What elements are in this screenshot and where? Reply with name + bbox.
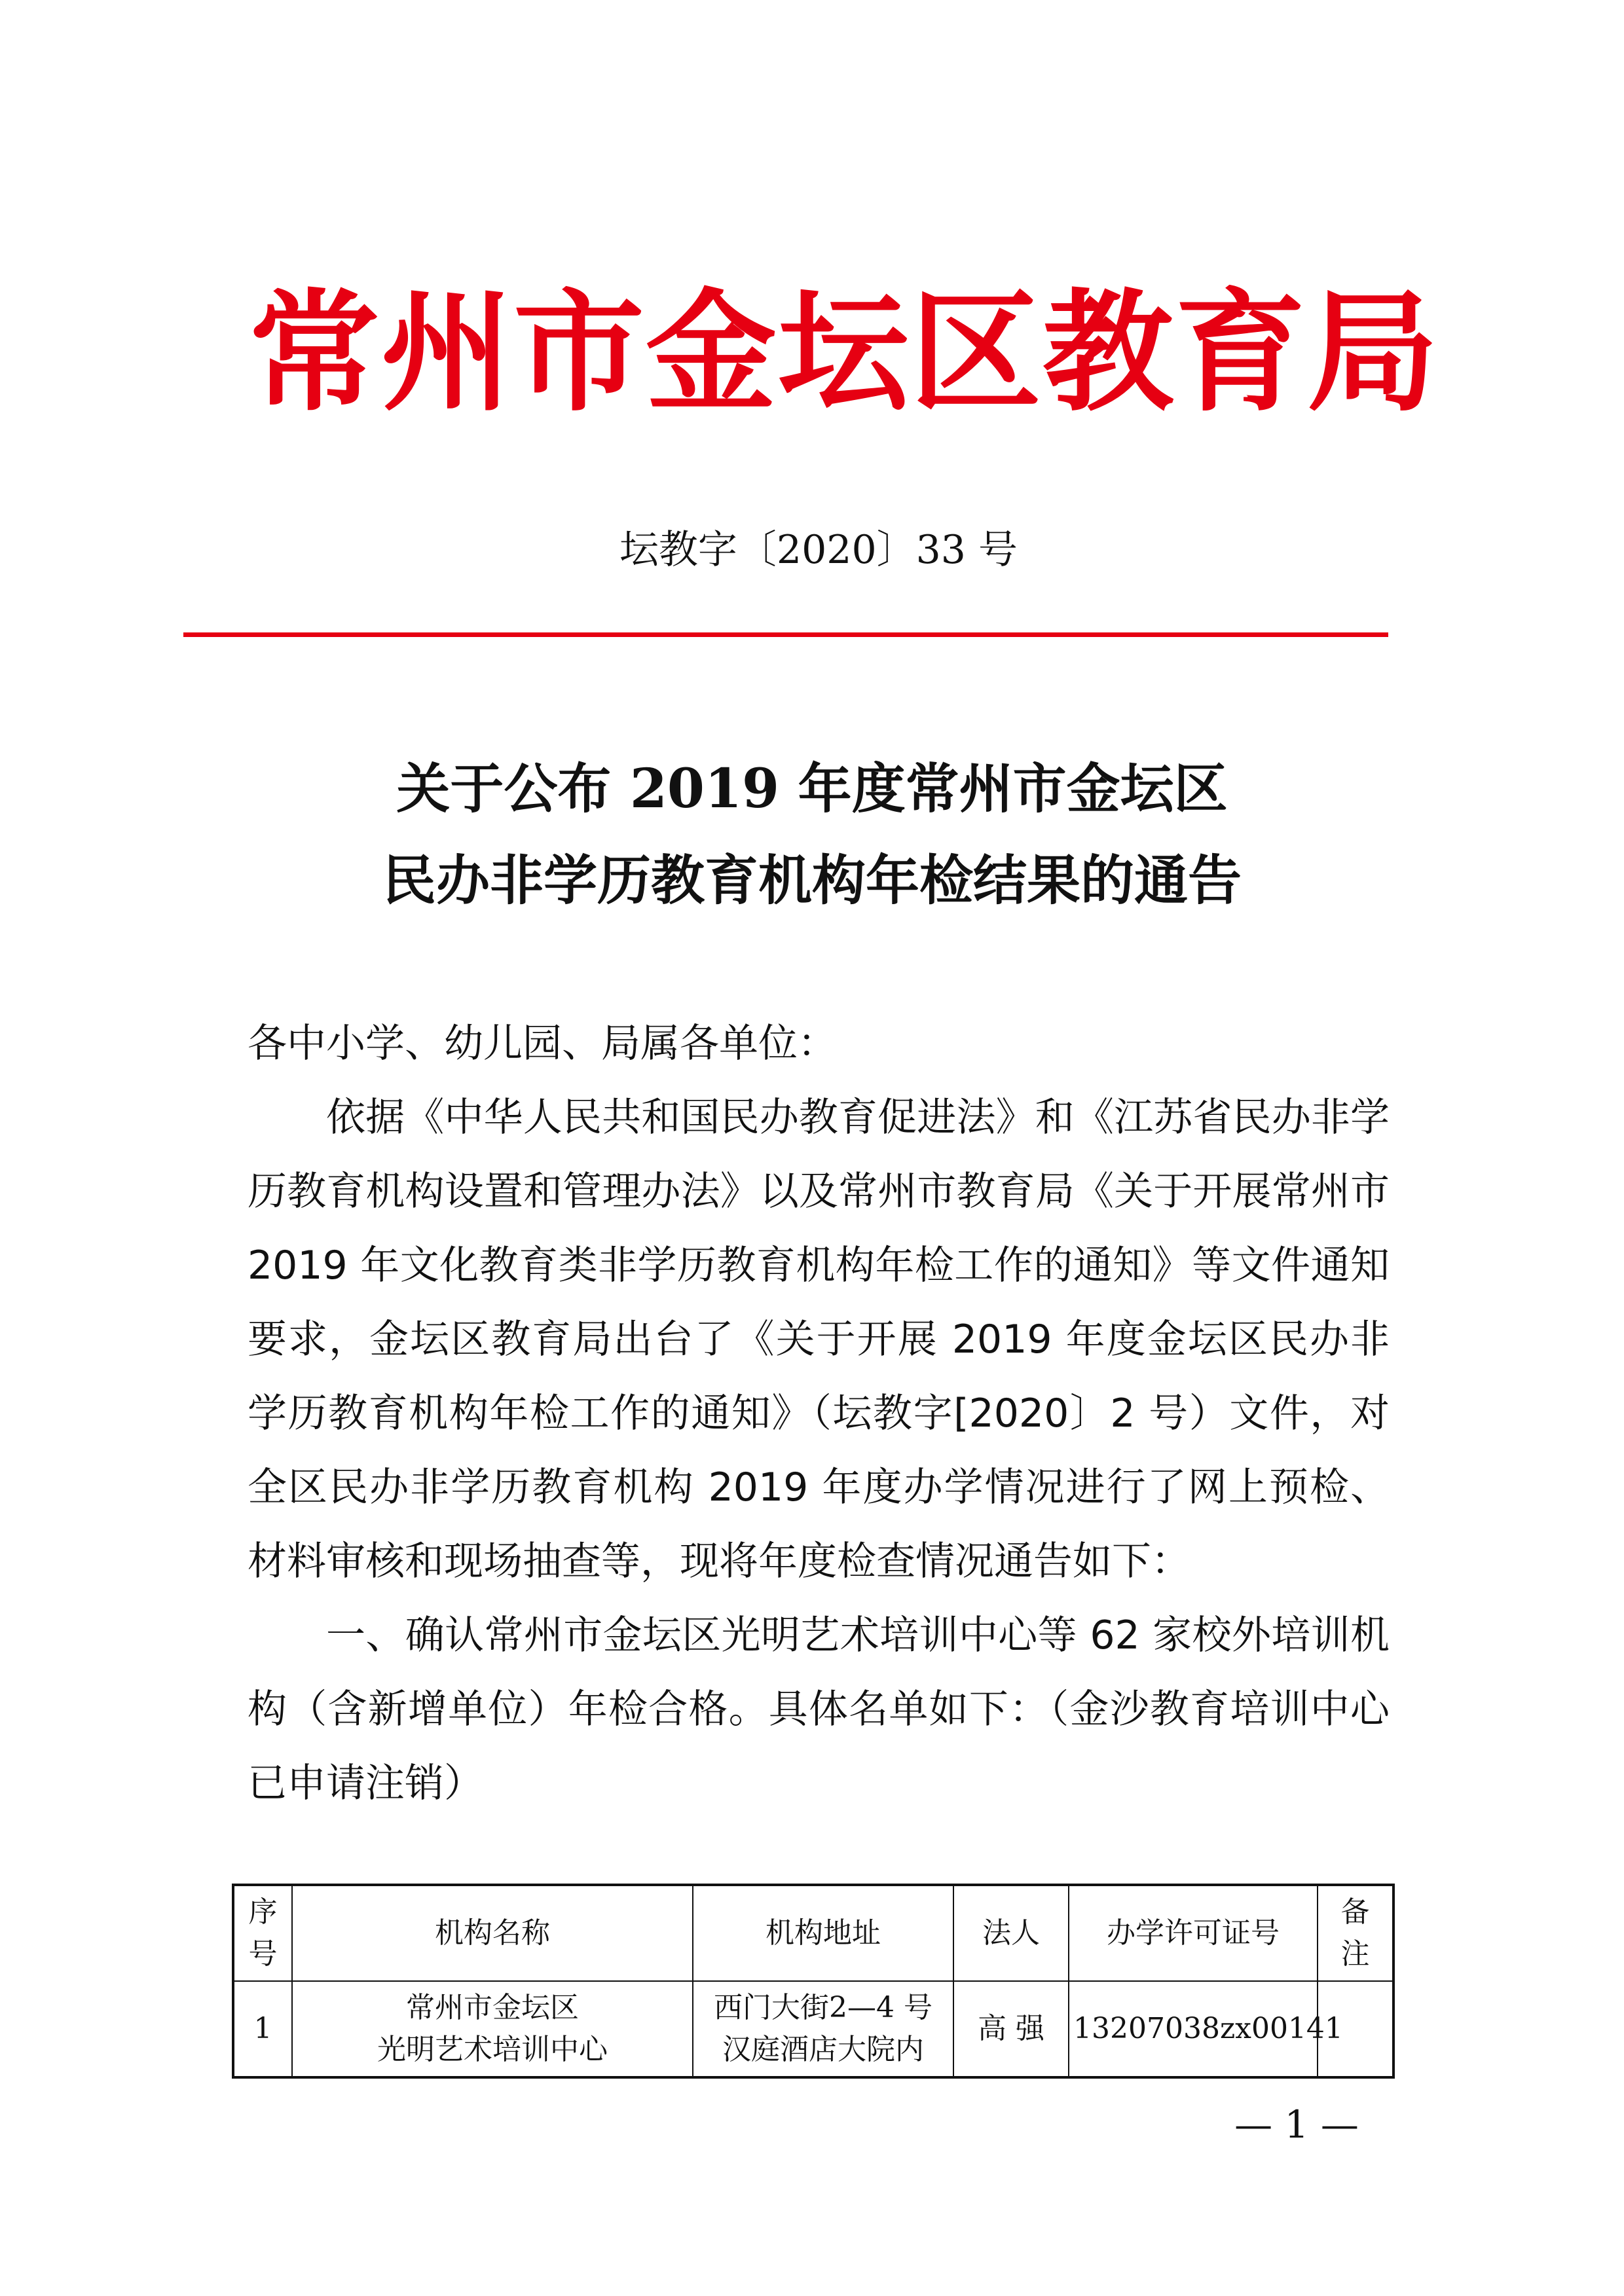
header-address: 机构地址 [693, 1885, 953, 1981]
header-legal-rep: 法人 [953, 1885, 1069, 1981]
header-seq [233, 1885, 292, 1981]
cell-seq: 1 [233, 1981, 292, 2077]
page-number: — 1 — [1234, 2102, 1359, 2147]
cell-address [693, 1981, 953, 2077]
cell-license: 13207038zx00141 [1069, 1981, 1318, 2077]
header-name: 机构名称 [292, 1885, 693, 1981]
red-divider-line [183, 632, 1388, 637]
header-remark-line-2: 注 [1340, 1937, 1370, 1971]
table-row [233, 1981, 1393, 2077]
header-remark [1318, 1885, 1393, 1981]
cell-name-line-1: 常州市金坛区 [406, 1991, 579, 2024]
salutation: 各中小学、幼儿园、局属各单位： [248, 1021, 837, 1066]
body-paragraph-1: 依据《中华人民共和国民办教育促进法》和《江苏省民办非学历教育机构设置和管理办法》以及常州市教育局《关于开展常州市 2019 年文化教育类非学历教育机构年检工作的通知》等文件通知要求，金坛区教育局出台了《关于开展 2019 年度金坛区民办非学历教育机构年检工作的通知》（坛教字[2020〕2 号）文件，对全区民办非学历教育机构 2019 年度办学情况进行了网上预检、材料审核和现场抽查等，现将年度检查情况通告如下： [248, 1095, 1390, 1584]
document-number: 坛教字〔2020〕33 号 [619, 527, 1018, 573]
institution-table [232, 1884, 1395, 2079]
notice-title-line-2: 民办非学历教育机构年检结果的通告 [382, 849, 1242, 912]
cell-address-line-2: 汉庭酒店大院内 [722, 2033, 924, 2066]
notice-body [248, 1007, 1390, 1821]
header-remark-line-1: 备 [1340, 1895, 1370, 1929]
cell-address-line-1: 西门大街2—4 号 [714, 1991, 932, 2024]
header-seq-line-2: 号 [248, 1937, 278, 1971]
cell-name [292, 1981, 693, 2077]
cell-name-line-2: 光明艺术培训中心 [377, 2033, 608, 2066]
notice-title-line-1: 关于公布 2019 年度常州市金坛区 [396, 757, 1228, 820]
header-license: 办学许可证号 [1069, 1885, 1318, 1981]
table-header-row [233, 1885, 1393, 1981]
issuer-masthead: 常州市金坛区教育局 [249, 277, 1440, 429]
body-paragraph-2: 一、确认常州市金坛区光明艺术培训中心等 62 家校外培训机构（含新增单位）年检合格。具体名单如下：（金沙教育培训中心已申请注销） [248, 1613, 1390, 1806]
cell-legal-rep: 高 强 [953, 1981, 1069, 2077]
header-seq-line-1: 序 [248, 1895, 278, 1929]
